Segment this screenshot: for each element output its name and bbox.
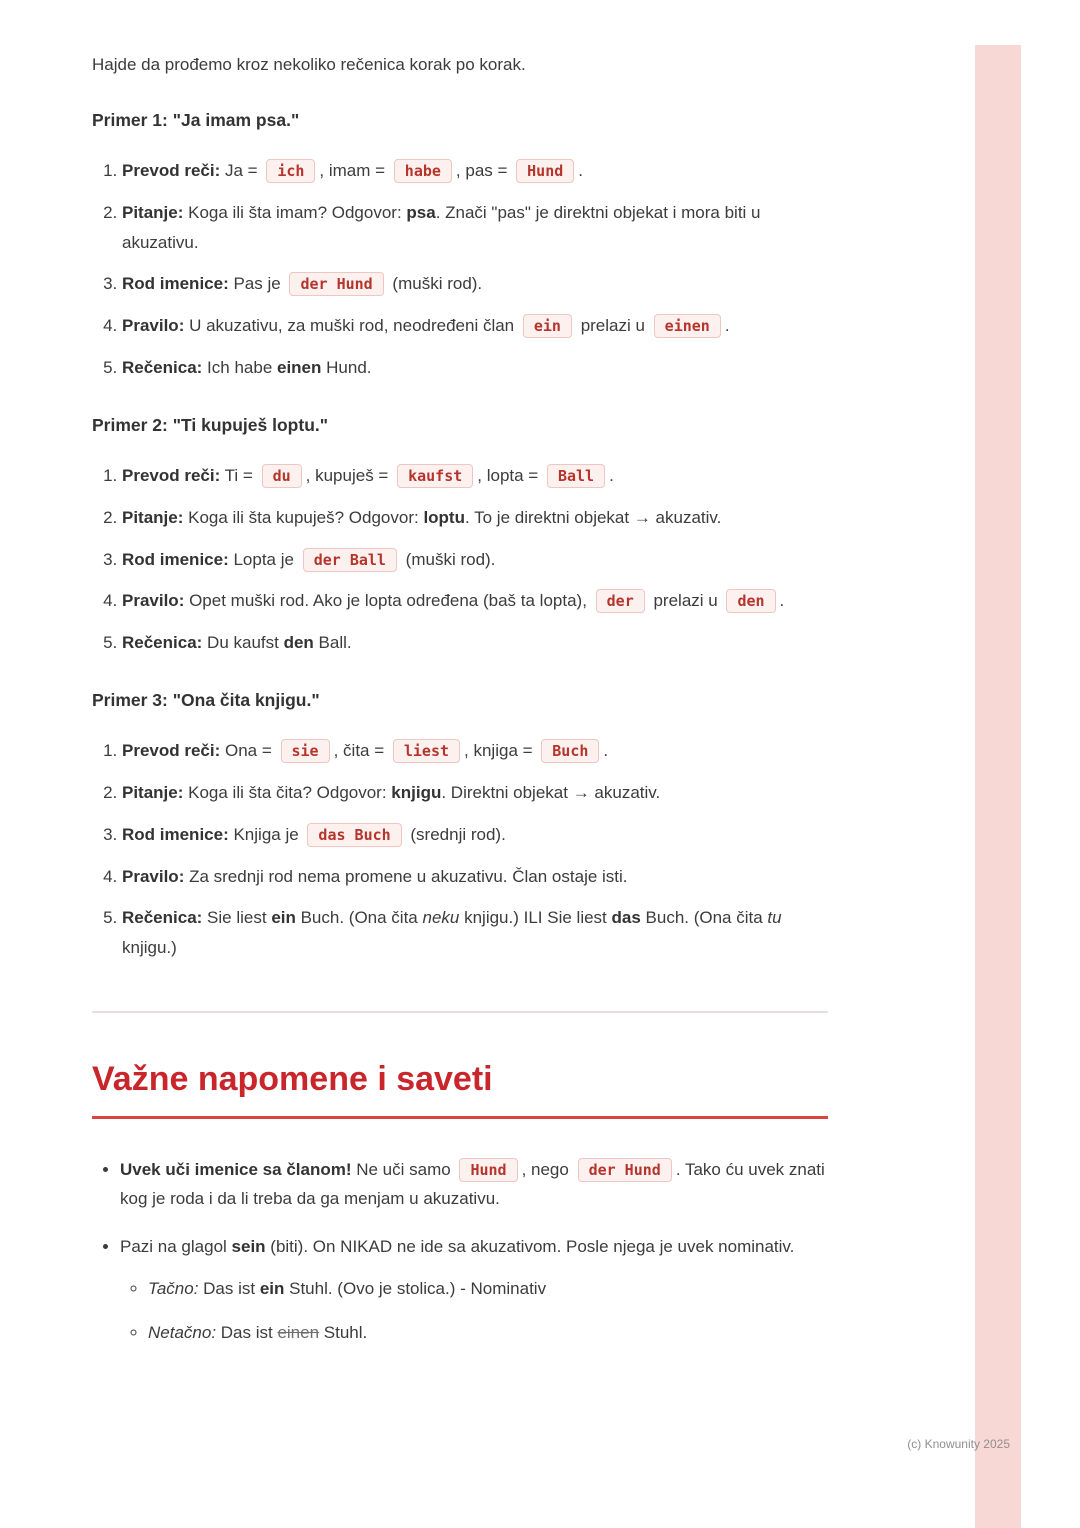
subnotes-list [120, 1274, 828, 1348]
code-chip: der Ball [303, 548, 397, 572]
step-item [122, 269, 828, 299]
text-segment: Prevod reči: [122, 741, 221, 761]
text-segment: Pitanje: [122, 783, 184, 802]
text-segment: , čita = [333, 741, 389, 761]
text-segment: Uvek uči imenice sa članom! [120, 1159, 352, 1179]
example-2-title: Primer 2: "Ti kupuješ loptu." [92, 414, 329, 435]
code-chip: einen [654, 314, 721, 338]
step-item [122, 461, 828, 491]
text-segment: Prevod reči: [122, 161, 221, 180]
text-segment: Rod imenice: [122, 824, 229, 844]
text-segment: Sie liest [202, 908, 272, 928]
text-segment: Ona = [220, 741, 277, 761]
text-segment: . [724, 316, 730, 335]
text-segment: Za srednji rod nema promene u akuzativu. Član ostaje isti. [184, 866, 628, 886]
code-chip: den [726, 589, 775, 613]
text-segment: Stuhl. (Ovo je stolica.) - Nominativ [284, 1278, 547, 1298]
code-chip: Ball [547, 464, 605, 488]
code-chip: ich [266, 159, 315, 183]
text-segment: einen [277, 357, 322, 377]
text-segment: ein [271, 908, 296, 928]
text-segment: Hund. [321, 357, 372, 377]
code-chip: habe [394, 159, 452, 183]
document-content [92, 0, 828, 1365]
text-segment: Koga ili šta čita? Odgovor: [183, 783, 392, 802]
step-item [122, 736, 828, 766]
text-segment: Buch. (Ona čita [295, 908, 423, 928]
step-item [122, 503, 828, 533]
text-segment: , pas = [455, 161, 513, 180]
step-item [122, 903, 828, 963]
text-segment: knjigu [391, 783, 442, 802]
text-segment: Pazi na glagol [120, 1237, 232, 1257]
text-segment: knjigu.) [122, 938, 177, 957]
text-segment: Pravilo: [122, 866, 185, 886]
subnote-item [148, 1318, 828, 1348]
text-segment: (srednji rod). [405, 824, 506, 844]
text-segment: Ja = [220, 161, 263, 180]
example-2-steps [92, 461, 828, 658]
text-segment: , imam = [319, 161, 390, 180]
step-item [122, 545, 828, 575]
code-chip: der Hund [289, 272, 383, 296]
text-segment: einen [277, 1322, 320, 1342]
text-segment: Rod imenice: [122, 549, 229, 569]
step-item [122, 778, 828, 808]
text-segment: . To je direktni objekat → akuzativ. [464, 507, 722, 527]
text-segment: Pitanje: [122, 202, 184, 222]
text-segment: . Direktni objekat → akuzativ. [441, 783, 661, 802]
text-segment: . Znači "pas" je direktni objekat i mora biti u akuzativu. [122, 202, 761, 252]
notes-list [92, 1155, 828, 1348]
text-segment: Opet muški rod. Ako je lopta određena (baš ta lopta), [184, 591, 592, 611]
text-segment: Pravilo: [122, 591, 185, 611]
code-chip: liest [393, 739, 460, 763]
text-segment: den [283, 633, 314, 652]
text-segment: . Tako ću uvek znati kog je roda i da li treba da ga menjam u akuzativu. [120, 1159, 825, 1209]
text-segment: . [779, 591, 785, 611]
text-segment: Pas je [228, 274, 286, 294]
text-segment: loptu [423, 507, 465, 527]
step-item [122, 862, 828, 892]
text-segment: prelazi u [648, 591, 723, 611]
text-segment: (muški rod). [400, 549, 496, 569]
text-segment: knjigu.) ILI Sie liest [459, 908, 612, 928]
code-chip: du [262, 464, 302, 488]
step-item [122, 156, 828, 186]
text-segment: Ball. [313, 633, 352, 652]
text-segment: psa [406, 202, 436, 222]
note-item [120, 1232, 828, 1347]
code-chip: sie [281, 739, 330, 763]
text-segment: , nego [521, 1159, 574, 1179]
text-segment: Rod imenice: [122, 274, 229, 294]
code-chip: Buch [541, 739, 599, 763]
text-segment: Das ist [216, 1322, 278, 1342]
text-segment: Das ist [198, 1278, 260, 1298]
text-segment: Pitanje: [122, 507, 184, 527]
text-segment: , kupuješ = [305, 466, 394, 485]
text-segment: prelazi u [575, 316, 650, 335]
text-segment: neku [422, 908, 460, 928]
code-chip: der Hund [578, 1158, 672, 1182]
text-segment: Prevod reči: [122, 466, 221, 485]
step-item [122, 311, 828, 341]
text-segment: ein [259, 1278, 285, 1298]
text-segment: Ti = [220, 466, 258, 485]
code-chip: Hund [516, 159, 574, 183]
text-segment: Lopta je [228, 549, 299, 569]
step-item [122, 198, 828, 258]
copyright-footer: (c) Knowunity 2025 [907, 1437, 1010, 1451]
step-item [122, 820, 828, 850]
subnote-item [148, 1274, 828, 1304]
text-segment: Pravilo: [122, 316, 185, 335]
code-chip: der [596, 589, 645, 613]
code-chip: Hund [459, 1158, 517, 1182]
step-item [122, 586, 828, 616]
text-segment: Rečenica: [122, 908, 203, 928]
example-3-title: Primer 3: "Ona čita knjigu." [92, 689, 320, 710]
note-text [120, 1237, 794, 1256]
text-segment: U akuzativu, za muški rod, neodređeni član [184, 316, 519, 335]
text-segment: Ich habe [202, 357, 277, 377]
text-segment: . [603, 741, 609, 761]
step-item [122, 353, 828, 383]
step-item [122, 628, 828, 658]
text-segment: (biti). On NIKAD ne ide sa akuzativom. Posle njega je uvek nominativ. [265, 1237, 795, 1257]
text-segment: Buch. (Ona čita [640, 908, 768, 928]
text-segment: Netačno: [148, 1322, 217, 1342]
example-3-steps [92, 736, 828, 963]
code-chip: das Buch [307, 823, 401, 847]
section-divider [92, 1011, 828, 1013]
example-1-steps [92, 156, 828, 383]
text-segment: Rečenica: [122, 357, 203, 377]
text-segment: , knjiga = [464, 741, 538, 761]
text-segment: Stuhl. [319, 1322, 368, 1342]
text-segment: Ne uči samo [351, 1159, 456, 1179]
text-segment: Koga ili šta imam? Odgovor: [183, 202, 407, 222]
text-segment: das [611, 908, 641, 928]
example-1-title: Primer 1: "Ja imam psa." [92, 109, 300, 130]
text-segment: Rečenica: [122, 633, 203, 652]
notes-section-title: Važne napomene i saveti [92, 1059, 828, 1119]
text-segment: tu [767, 908, 782, 928]
text-segment: Koga ili šta kupuješ? Odgovor: [183, 507, 424, 527]
text-segment: . [578, 161, 584, 180]
code-chip: kaufst [397, 464, 473, 488]
intro-paragraph: Hajde da prođemo kroz nekoliko rečenica korak po korak. [92, 55, 526, 74]
note-item [120, 1155, 828, 1215]
text-segment: . [609, 466, 614, 485]
page-edge-stripe [975, 45, 1021, 1528]
text-segment: Du kaufst [202, 633, 284, 652]
code-chip: ein [523, 314, 572, 338]
text-segment: sein [231, 1237, 266, 1257]
text-segment: (muški rod). [387, 274, 483, 294]
text-segment: Knjiga je [228, 824, 304, 844]
text-segment: , lopta = [477, 466, 543, 485]
text-segment: Tačno: [148, 1278, 199, 1298]
